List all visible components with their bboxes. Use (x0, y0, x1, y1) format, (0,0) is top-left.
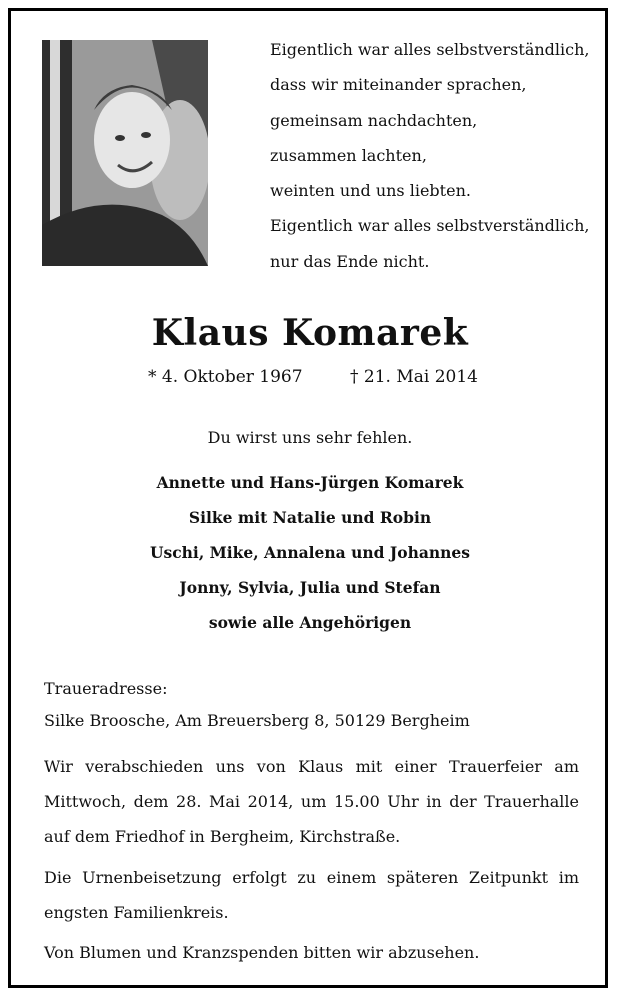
mourner-line: sowie alle Angehörigen (208, 613, 412, 632)
poem-line: zusammen lachten, (270, 145, 427, 165)
portrait-image (42, 40, 208, 266)
address-value: Silke Broosche, Am Breuersberg 8, 50129 Bergheim (44, 711, 470, 730)
address-label: Traueradresse: (44, 679, 168, 698)
poem-line: weinten und uns liebten. (270, 181, 471, 201)
mourner-line: Annette und Hans-Jürgen Komarek (156, 473, 464, 492)
poem-line: nur das Ende nicht. (270, 251, 430, 271)
poem-line: Eigentlich war alles selbstverständlich, (270, 216, 590, 236)
poem (270, 32, 600, 279)
death-date: † 21. Mai 2014 (350, 367, 478, 387)
ceremony-paragraph: Wir verabschieden uns von Klaus mit einer Trauerfeier am Mittwoch, dem 28. Mai 2014, um 15.00 Uhr in der Trauerhalle auf dem Friedhof in Bergheim, Kirchstraße. (44, 757, 579, 846)
birth-date: * 4. Oktober 1967 (148, 367, 303, 387)
mourners-list (0, 465, 620, 640)
poem-line: dass wir miteinander sprachen, (270, 75, 527, 95)
flowers-paragraph: Von Blumen und Kranzspenden bitten wir abzusehen. (44, 943, 480, 962)
poem-line: Eigentlich war alles selbstverständlich, (270, 40, 590, 59)
burial-paragraph: Die Urnenbeisetzung erfolgt zu einem späteren Zeitpunkt im engsten Familienkreis. (44, 868, 579, 922)
farewell-message: Du wirst uns sehr fehlen. (207, 428, 413, 447)
mourner-line: Jonny, Sylvia, Julia und Stefan (179, 578, 441, 597)
deceased-name: Klaus Komarek (151, 312, 469, 354)
mourning-address (44, 673, 584, 737)
mourner-line: Silke mit Natalie und Robin (188, 508, 432, 527)
mourner-line: Uschi, Mike, Annalena und Johannes (149, 543, 471, 562)
poem-line: gemeinsam nachdachten, (270, 110, 478, 130)
portrait-photo (42, 40, 208, 266)
